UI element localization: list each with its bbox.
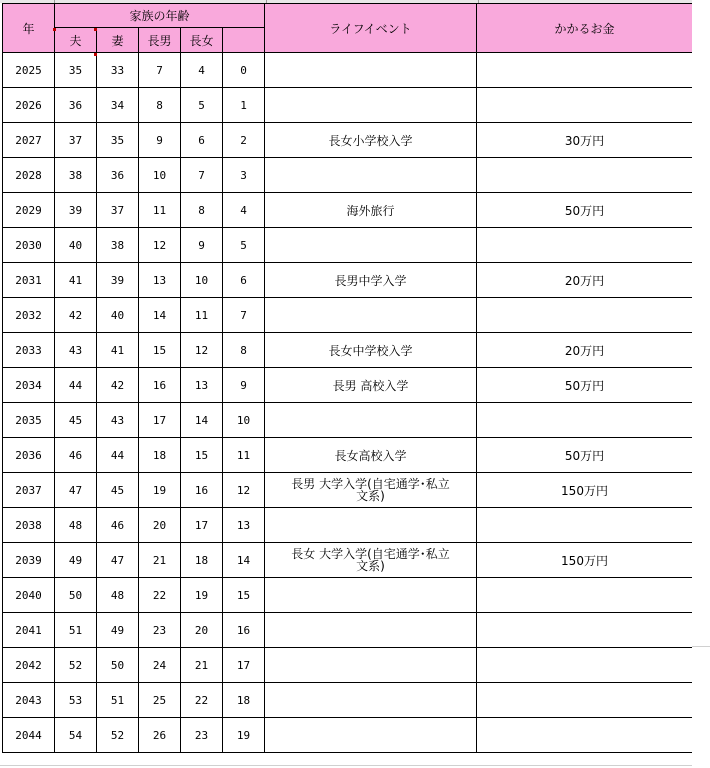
husband-age-cell[interactable]: 37	[55, 123, 97, 158]
year-cell[interactable]: 2030	[3, 228, 55, 263]
child3-age-cell[interactable]: 7	[223, 298, 265, 333]
child3-age-cell[interactable]: 0	[223, 53, 265, 88]
wife-age-cell[interactable]: 52	[97, 718, 139, 753]
life-event-cell[interactable]	[265, 298, 477, 333]
header-family-ages[interactable]: 家族の年齢	[55, 4, 265, 28]
daughter-age-cell[interactable]: 11	[181, 298, 223, 333]
husband-age-cell[interactable]: 40	[55, 228, 97, 263]
life-event-cell[interactable]	[265, 718, 477, 753]
husband-age-cell[interactable]: 43	[55, 333, 97, 368]
husband-age-cell[interactable]: 49	[55, 543, 97, 578]
header-eldest-daughter[interactable]: 長女	[181, 28, 223, 53]
comment-marker	[53, 28, 56, 31]
cost-cell[interactable]: 50万円	[477, 438, 693, 473]
header-life-event[interactable]: ライフイベント	[265, 4, 477, 53]
son-age-cell[interactable]: 19	[139, 473, 181, 508]
year-cell[interactable]: 2037	[3, 473, 55, 508]
year-cell[interactable]: 2032	[3, 298, 55, 333]
cost-cell[interactable]	[477, 613, 693, 648]
wife-age-cell[interactable]: 35	[97, 123, 139, 158]
husband-age-cell[interactable]: 48	[55, 508, 97, 543]
cost-cell[interactable]: 50万円	[477, 193, 693, 228]
life-plan-table	[2, 3, 693, 753]
son-age-cell[interactable]: 26	[139, 718, 181, 753]
wife-age-cell[interactable]: 33	[97, 53, 139, 88]
table-row	[3, 508, 693, 543]
life-event-cell[interactable]	[265, 648, 477, 683]
daughter-age-cell[interactable]: 19	[181, 578, 223, 613]
son-age-cell[interactable]: 16	[139, 368, 181, 403]
table-body	[3, 53, 693, 753]
husband-age-cell[interactable]: 47	[55, 473, 97, 508]
daughter-age-cell[interactable]: 20	[181, 613, 223, 648]
child3-age-cell[interactable]: 13	[223, 508, 265, 543]
table-row	[3, 228, 693, 263]
header-year[interactable]: 年	[3, 4, 55, 53]
header-husband[interactable]: 夫	[55, 28, 97, 53]
child3-age-cell[interactable]: 2	[223, 123, 265, 158]
wife-age-cell[interactable]: 43	[97, 403, 139, 438]
child3-age-cell[interactable]: 17	[223, 648, 265, 683]
wife-age-cell[interactable]: 36	[97, 158, 139, 193]
cost-cell[interactable]: 30万円	[477, 123, 693, 158]
child3-age-cell[interactable]: 9	[223, 368, 265, 403]
child3-age-cell[interactable]: 1	[223, 88, 265, 123]
daughter-age-cell[interactable]: 16	[181, 473, 223, 508]
daughter-age-cell[interactable]: 5	[181, 88, 223, 123]
daughter-age-cell[interactable]: 17	[181, 508, 223, 543]
year-cell[interactable]: 2042	[3, 648, 55, 683]
child3-age-cell[interactable]: 3	[223, 158, 265, 193]
son-age-cell[interactable]: 22	[139, 578, 181, 613]
life-event-line: 長女 大学入学(自宅通学･私立	[291, 547, 450, 561]
daughter-age-cell[interactable]: 7	[181, 158, 223, 193]
son-age-cell[interactable]: 21	[139, 543, 181, 578]
son-age-cell[interactable]: 13	[139, 263, 181, 298]
husband-age-cell[interactable]: 51	[55, 613, 97, 648]
daughter-age-cell[interactable]: 13	[181, 368, 223, 403]
year-cell[interactable]: 2034	[3, 368, 55, 403]
table-row	[3, 298, 693, 333]
table-row	[3, 333, 693, 368]
daughter-age-cell[interactable]: 10	[181, 263, 223, 298]
cost-cell[interactable]	[477, 403, 693, 438]
husband-age-cell[interactable]: 35	[55, 53, 97, 88]
table-row	[3, 543, 693, 578]
table-row	[3, 368, 693, 403]
child3-age-cell[interactable]: 15	[223, 578, 265, 613]
comment-marker	[94, 53, 97, 56]
daughter-age-cell[interactable]: 8	[181, 193, 223, 228]
cost-cell[interactable]: 20万円	[477, 333, 693, 368]
son-age-cell[interactable]: 23	[139, 613, 181, 648]
life-event-cell[interactable]	[265, 578, 477, 613]
child3-age-cell[interactable]: 19	[223, 718, 265, 753]
husband-age-cell[interactable]: 42	[55, 298, 97, 333]
table-row	[3, 53, 693, 88]
year-cell[interactable]: 2035	[3, 403, 55, 438]
cost-cell[interactable]: 150万円	[477, 473, 693, 508]
daughter-age-cell[interactable]: 21	[181, 648, 223, 683]
child3-age-cell[interactable]: 11	[223, 438, 265, 473]
life-event-cell[interactable]	[265, 88, 477, 123]
wife-age-cell[interactable]: 34	[97, 88, 139, 123]
son-age-cell[interactable]: 20	[139, 508, 181, 543]
wife-age-cell[interactable]: 45	[97, 473, 139, 508]
life-event-line: 文系)	[356, 489, 385, 503]
wife-age-cell[interactable]: 39	[97, 263, 139, 298]
header-row-1	[3, 4, 693, 28]
cost-cell[interactable]	[477, 53, 693, 88]
husband-age-cell[interactable]: 50	[55, 578, 97, 613]
year-cell[interactable]: 2036	[3, 438, 55, 473]
child3-age-cell[interactable]: 14	[223, 543, 265, 578]
daughter-age-cell[interactable]: 18	[181, 543, 223, 578]
daughter-age-cell[interactable]: 15	[181, 438, 223, 473]
daughter-age-cell[interactable]: 6	[181, 123, 223, 158]
year-cell[interactable]: 2033	[3, 333, 55, 368]
cost-cell[interactable]	[477, 228, 693, 263]
life-event-cell[interactable]: 長男中学入学	[265, 263, 477, 298]
life-event-cell[interactable]: 長女高校入学	[265, 438, 477, 473]
husband-age-cell[interactable]: 52	[55, 648, 97, 683]
wife-age-cell[interactable]: 44	[97, 438, 139, 473]
life-event-cell[interactable]	[265, 613, 477, 648]
year-cell[interactable]: 2027	[3, 123, 55, 158]
wife-age-cell[interactable]: 41	[97, 333, 139, 368]
year-cell[interactable]: 2038	[3, 508, 55, 543]
cost-cell[interactable]	[477, 88, 693, 123]
husband-age-cell[interactable]: 41	[55, 263, 97, 298]
life-event-cell[interactable]	[265, 473, 477, 508]
year-cell[interactable]: 2026	[3, 88, 55, 123]
table-row	[3, 263, 693, 298]
husband-age-cell[interactable]: 53	[55, 683, 97, 718]
son-age-cell[interactable]: 12	[139, 228, 181, 263]
header-cost[interactable]: かかるお金	[477, 4, 693, 53]
son-age-cell[interactable]: 15	[139, 333, 181, 368]
son-age-cell[interactable]: 25	[139, 683, 181, 718]
child3-age-cell[interactable]: 16	[223, 613, 265, 648]
year-cell[interactable]: 2044	[3, 718, 55, 753]
life-event-cell[interactable]	[265, 228, 477, 263]
son-age-cell[interactable]: 18	[139, 438, 181, 473]
cost-cell[interactable]	[477, 158, 693, 193]
table-row	[3, 718, 693, 753]
life-event-line: 長男 大学入学(自宅通学･私立	[291, 477, 450, 491]
daughter-age-cell[interactable]: 23	[181, 718, 223, 753]
table-row	[3, 193, 693, 228]
child3-age-cell[interactable]: 5	[223, 228, 265, 263]
year-cell[interactable]: 2039	[3, 543, 55, 578]
bottom-gridline	[0, 765, 692, 766]
cost-cell[interactable]	[477, 683, 693, 718]
table-row	[3, 438, 693, 473]
header-blank[interactable]	[223, 28, 265, 53]
table-row	[3, 578, 693, 613]
life-event-cell[interactable]: 長女小学校入学	[265, 123, 477, 158]
daughter-age-cell[interactable]: 14	[181, 403, 223, 438]
cost-cell[interactable]: 20万円	[477, 263, 693, 298]
husband-age-cell[interactable]: 39	[55, 193, 97, 228]
daughter-age-cell[interactable]: 9	[181, 228, 223, 263]
life-event-cell[interactable]	[265, 543, 477, 578]
child3-age-cell[interactable]: 18	[223, 683, 265, 718]
daughter-age-cell[interactable]: 4	[181, 53, 223, 88]
child3-age-cell[interactable]: 8	[223, 333, 265, 368]
wife-age-cell[interactable]: 49	[97, 613, 139, 648]
cost-cell[interactable]	[477, 578, 693, 613]
child3-age-cell[interactable]: 6	[223, 263, 265, 298]
son-age-cell[interactable]: 9	[139, 123, 181, 158]
daughter-age-cell[interactable]: 12	[181, 333, 223, 368]
life-event-cell[interactable]	[265, 53, 477, 88]
table-row	[3, 123, 693, 158]
sheet-right-margin	[692, 0, 710, 768]
husband-age-cell[interactable]: 38	[55, 158, 97, 193]
wife-age-cell[interactable]: 47	[97, 543, 139, 578]
year-cell[interactable]: 2040	[3, 578, 55, 613]
life-event-cell[interactable]: 長男 高校入学	[265, 368, 477, 403]
wife-age-cell[interactable]: 46	[97, 508, 139, 543]
year-cell[interactable]: 2041	[3, 613, 55, 648]
husband-age-cell[interactable]: 54	[55, 718, 97, 753]
table-row	[3, 158, 693, 193]
table-row	[3, 683, 693, 718]
table-row	[3, 613, 693, 648]
table-row	[3, 473, 693, 508]
wife-age-cell[interactable]: 42	[97, 368, 139, 403]
child3-age-cell[interactable]: 4	[223, 193, 265, 228]
son-age-cell[interactable]: 24	[139, 648, 181, 683]
child3-age-cell[interactable]: 12	[223, 473, 265, 508]
husband-age-cell[interactable]: 46	[55, 438, 97, 473]
year-cell[interactable]: 2028	[3, 158, 55, 193]
life-event-cell[interactable]: 長女中学校入学	[265, 333, 477, 368]
life-event-cell[interactable]	[265, 403, 477, 438]
year-cell[interactable]: 2043	[3, 683, 55, 718]
life-event-cell[interactable]	[265, 508, 477, 543]
comment-marker	[94, 28, 97, 31]
husband-age-cell[interactable]: 44	[55, 368, 97, 403]
husband-age-cell[interactable]: 36	[55, 88, 97, 123]
life-event-cell[interactable]: 海外旅行	[265, 193, 477, 228]
right-gridline	[692, 646, 710, 647]
wife-age-cell[interactable]: 37	[97, 193, 139, 228]
cost-cell[interactable]: 50万円	[477, 368, 693, 403]
wife-age-cell[interactable]: 38	[97, 228, 139, 263]
cost-cell[interactable]	[477, 298, 693, 333]
wife-age-cell[interactable]: 40	[97, 298, 139, 333]
wife-age-cell[interactable]: 50	[97, 648, 139, 683]
wife-age-cell[interactable]: 48	[97, 578, 139, 613]
year-cell[interactable]: 2031	[3, 263, 55, 298]
year-cell[interactable]: 2029	[3, 193, 55, 228]
cost-cell[interactable]	[477, 508, 693, 543]
cost-cell[interactable]	[477, 648, 693, 683]
son-age-cell[interactable]: 14	[139, 298, 181, 333]
son-age-cell[interactable]: 8	[139, 88, 181, 123]
header-wife[interactable]: 妻	[97, 28, 139, 53]
cost-cell[interactable]: 150万円	[477, 543, 693, 578]
husband-age-cell[interactable]: 45	[55, 403, 97, 438]
table-row	[3, 648, 693, 683]
daughter-age-cell[interactable]: 22	[181, 683, 223, 718]
table-row	[3, 88, 693, 123]
son-age-cell[interactable]: 10	[139, 158, 181, 193]
year-cell[interactable]: 2025	[3, 53, 55, 88]
table-row	[3, 403, 693, 438]
child3-age-cell[interactable]: 10	[223, 403, 265, 438]
son-age-cell[interactable]: 7	[139, 53, 181, 88]
cost-cell[interactable]	[477, 718, 693, 753]
life-event-cell[interactable]	[265, 158, 477, 193]
son-age-cell[interactable]: 17	[139, 403, 181, 438]
life-event-cell[interactable]	[265, 683, 477, 718]
header-eldest-son[interactable]: 長男	[139, 28, 181, 53]
son-age-cell[interactable]: 11	[139, 193, 181, 228]
life-event-line: 文系)	[356, 559, 385, 573]
wife-age-cell[interactable]: 51	[97, 683, 139, 718]
